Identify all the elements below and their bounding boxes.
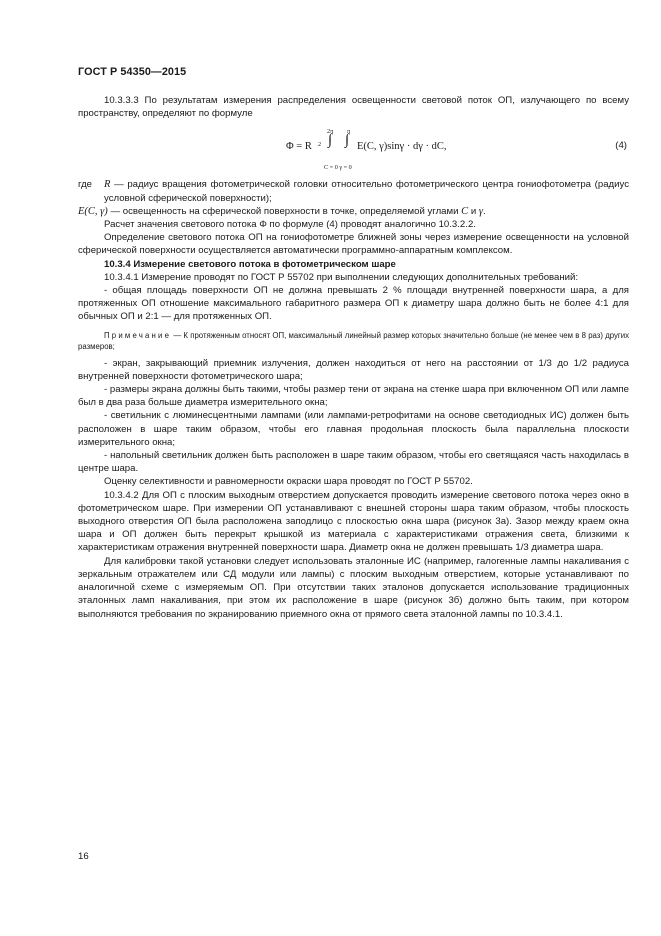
document-header: ГОСТ Р 54350—2015 [78, 66, 187, 78]
note-text: — К протяженным относят ОП, максимальный линейный размер которых значительно больше (не менее чем в 8 раз) других размеров; [78, 330, 629, 351]
formula-integrand: E(C, γ)sinγ · dγ · dC, [357, 141, 447, 153]
r-definition-text: — радиус вращения фотометрической головки относительно фотометрического центра гониофотометра (радиус условной сферической поверхности); [104, 179, 629, 204]
list-item-screen-size: - размеры экрана должны быть такими, чтобы размер тени от экрана на стенке шара при включенном ОП или лампе был в два раза больше диаметра измерительного окна; [78, 384, 629, 409]
symbol-r: R [104, 179, 111, 191]
flux-formula [268, 124, 468, 174]
symbol-c: C [461, 205, 469, 217]
integral-sign-inner: ∫ [345, 132, 350, 149]
integral-sign-outer: ∫ [328, 132, 333, 149]
paragraph-calc: Расчет значения светового потока Φ по формуле (4) проводят аналогично 10.3.2.2. [104, 219, 476, 231]
note-label: Примечание [104, 330, 172, 340]
paragraph-definition: Определение светового потока ОП на гониофотометре ближней зоны через измерение освещенности на условной сферической поверхности осуществляется автоматически программно-аппаратным комплексом. [78, 232, 629, 257]
note [78, 330, 629, 352]
paragraph-10-3-4-1: 10.3.4.1 Измерение проводят по ГОСТ Р 55702 при выполнении следующих дополнительных требований: [104, 271, 579, 283]
list-item-floor-lamp: - напольный светильник должен быть расположен в шаре таким образом, чтобы его светящаяся часть находилась в центре шара. [78, 450, 629, 475]
e-definition-and: и [470, 205, 477, 217]
formula-upper-limit-gamma: π [347, 128, 351, 136]
formula-block [78, 124, 629, 174]
list-item-fluorescent: - светильник с люминесцентными лампами (или лампами-ретрофитами на основе светодиодных ИС) должен быть расположен в шаре таким образом, чтобы его главная продольная плоскость была параллельна плоскости измерительного окна; [78, 410, 629, 448]
where-e-definition [78, 205, 629, 218]
formula-power: 2 [318, 141, 322, 149]
paragraph-calibration: Для калибровки такой установки следует использовать эталонные ИС (например, галогенные лампы накаливания с зеркальным отражателем или СД модули или лампы) с плоским выходным отверстием, которые устанавливают по аналогичной схеме с измеряемым ОП. При отсутствии таких эталонов допускается использование традиционных эталонных ламп накаливания, при этом их расположение в шаре (рисунок 3б) должно быть таким, при котором выполняются требования по экранированию приемного окна от прямого света эталонной лампы по 10.3.4.1. [78, 555, 629, 620]
symbol-gamma: γ [478, 205, 483, 217]
page-number: 16 [78, 851, 89, 862]
paragraph-10-3-4-2: 10.3.4.2 Для ОП с плоским выходным отверстием допускается проводить измерение светового потока через окно в фотометрическом шаре. При измерении ОП устанавливают с внешней стороны шара таким образом, чтобы плоскость выходного отверстия ОП была расположена заподлицо с плоскостью окна шара (рисунок 3а). Зазор между краем окна шара и ОП должен быть перекрыт крышкой из материала с характеристиками отражения света, близкими к характеристикам отражения внутренней поверхности шара. Диаметр окна не должен превышать 1/3 диаметра шара. [78, 489, 629, 554]
paragraph-selectivity: Оценку селективности и равномерности окраски шара проводят по ГОСТ Р 55702. [104, 476, 473, 488]
list-item-screen-distance: - экран, закрывающий приемник излучения, должен находиться от него на расстоянии от 1/3 до 1/2 радиуса внутренней поверхности фотометрического шара; [78, 357, 629, 382]
where-prefix: где [78, 179, 93, 191]
symbol-e: E(C, γ) [78, 205, 108, 217]
formula-lhs: Φ = R [286, 141, 312, 153]
page-content [78, 94, 629, 621]
where-r-definition [78, 178, 629, 204]
paragraph-10-3-3-3: 10.3.3.3 По результатам измерения распределения освещенности световой поток ОП, излучающего по всему пространству, определяют по формуле [78, 95, 629, 120]
e-definition-text: — освещенность на сферической поверхности в точке, определяемой углами [110, 205, 459, 217]
formula-lower-limits: C = 0 γ = 0 [324, 164, 352, 172]
equation-number: (4) [615, 140, 627, 152]
formula-upper-limit-c: 2π [327, 128, 334, 136]
e-definition-end: . [483, 205, 486, 217]
list-item-area: - общая площадь поверхности ОП не должна превышать 2 % площади внутренней поверхности шара, а для протяженных ОП отношение максимального габаритного размера ОП к диаметру шара должно быть не более 4:1 для обычных ОП и 2:1 — для протяженных ОП. [78, 285, 629, 323]
section-heading-10-3-4: 10.3.4 Измерение светового потока в фотометрическом шаре [104, 258, 396, 270]
